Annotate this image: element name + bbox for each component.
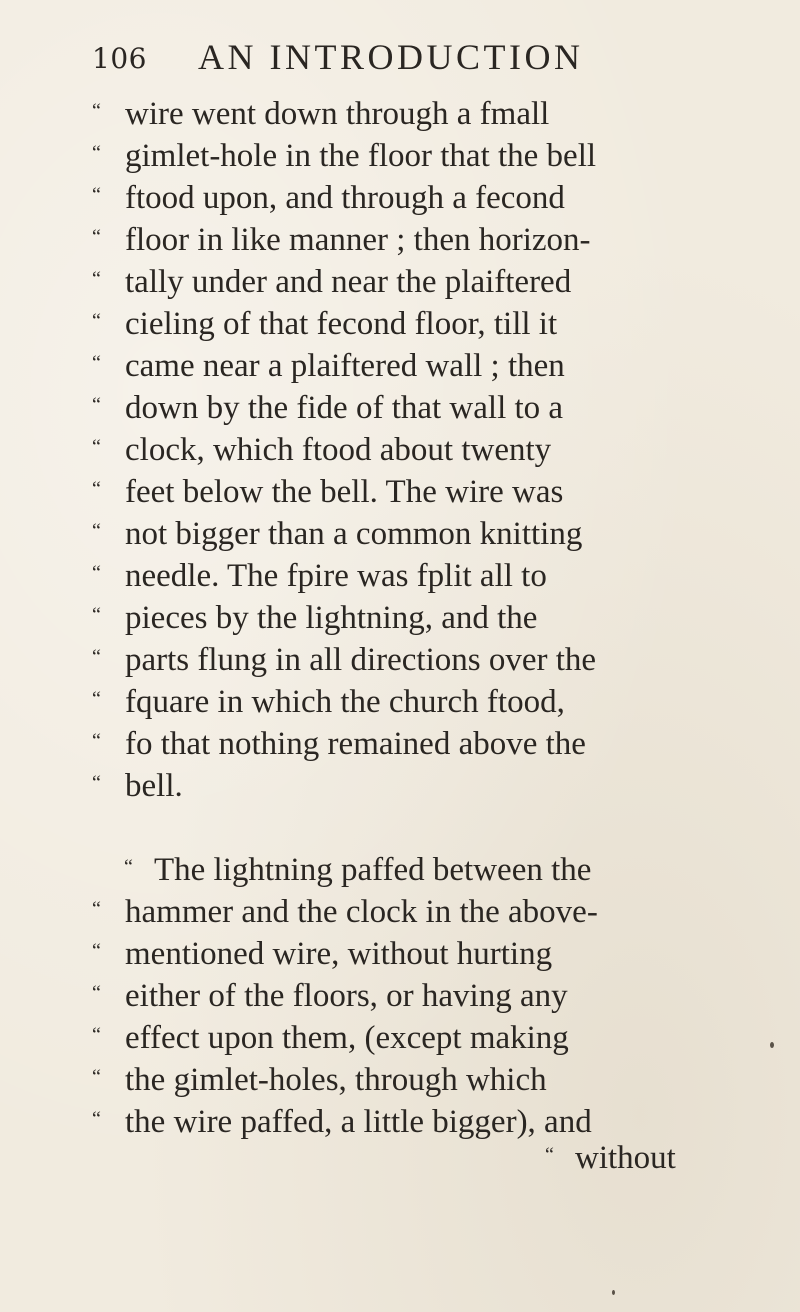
line-text: cieling of that fecond floor, till it [125, 306, 558, 342]
line-text: either of the floors, or having any [125, 978, 568, 1014]
line-text: bell. [125, 768, 183, 804]
quote-mark: “ [92, 436, 101, 458]
quote-mark: “ [92, 100, 101, 122]
line-text: pieces by the lightning, and the [125, 600, 538, 636]
line-text: hammer and the clock in the above- [125, 894, 598, 930]
line-text: parts flung in all directions over the [125, 642, 597, 678]
line-text: tally under and near the plaiftered [125, 264, 572, 300]
line-text: effect upon them, (except making [125, 1020, 569, 1056]
quote-mark: “ [92, 310, 101, 332]
line-text: fo that nothing remained above the [125, 726, 586, 762]
quote-mark: “ [92, 520, 101, 542]
quote-mark: “ [92, 646, 101, 668]
quote-mark: “ [92, 394, 101, 416]
line-text: The lightning paffed between the [154, 852, 592, 888]
line-text: came near a plaiftered wall ; then [125, 348, 565, 384]
line-text: the wire paffed, a little bigger), and [125, 1104, 592, 1140]
quote-mark: “ [92, 142, 101, 164]
quote-mark: “ [92, 226, 101, 248]
quote-mark: “ [92, 184, 101, 206]
page-header [92, 36, 732, 86]
line-text: feet below the bell. The wire was [125, 474, 564, 510]
quote-mark: “ [92, 940, 101, 962]
page-number: 106 [92, 42, 147, 75]
line-text: without [575, 1140, 676, 1176]
line-text: down by the fide of that wall to a [125, 390, 564, 426]
ink-speck [770, 1042, 774, 1048]
quote-mark: “ [92, 982, 101, 1004]
line-text: ftood upon, and through a fecond [125, 180, 565, 216]
quote-mark: “ [92, 1024, 101, 1046]
quote-mark: “ [92, 352, 101, 374]
quote-mark: “ [92, 1066, 101, 1088]
quote-mark: “ [92, 688, 101, 710]
line-text: needle. The fpire was fplit all to [125, 558, 547, 594]
quote-mark: “ [92, 562, 101, 584]
quote-mark: “ [124, 856, 133, 878]
quote-mark: “ [92, 268, 101, 290]
quote-mark: “ [92, 898, 101, 920]
quote-mark: “ [92, 772, 101, 794]
quote-mark: “ [92, 478, 101, 500]
line-text: mentioned wire, without hurting [125, 936, 553, 972]
line-text: wire went down through a fmall [125, 96, 550, 132]
line-text: the gimlet-holes, through which [125, 1062, 547, 1098]
line-text: not bigger than a common knitting [125, 516, 583, 552]
quote-mark: “ [92, 730, 101, 752]
running-head: AN INTRODUCTION [198, 37, 584, 77]
quote-mark: “ [92, 1108, 101, 1130]
line-text: clock, which ftood about twenty [125, 432, 552, 468]
ink-speck [612, 1290, 615, 1295]
line-text: fquare in which the church ftood, [125, 684, 565, 720]
quote-mark: “ [92, 604, 101, 626]
line-text: gimlet-hole in the floor that the bell [125, 138, 597, 174]
quote-mark: “ [545, 1144, 554, 1166]
line-text: floor in like manner ; then horizon- [125, 222, 591, 258]
